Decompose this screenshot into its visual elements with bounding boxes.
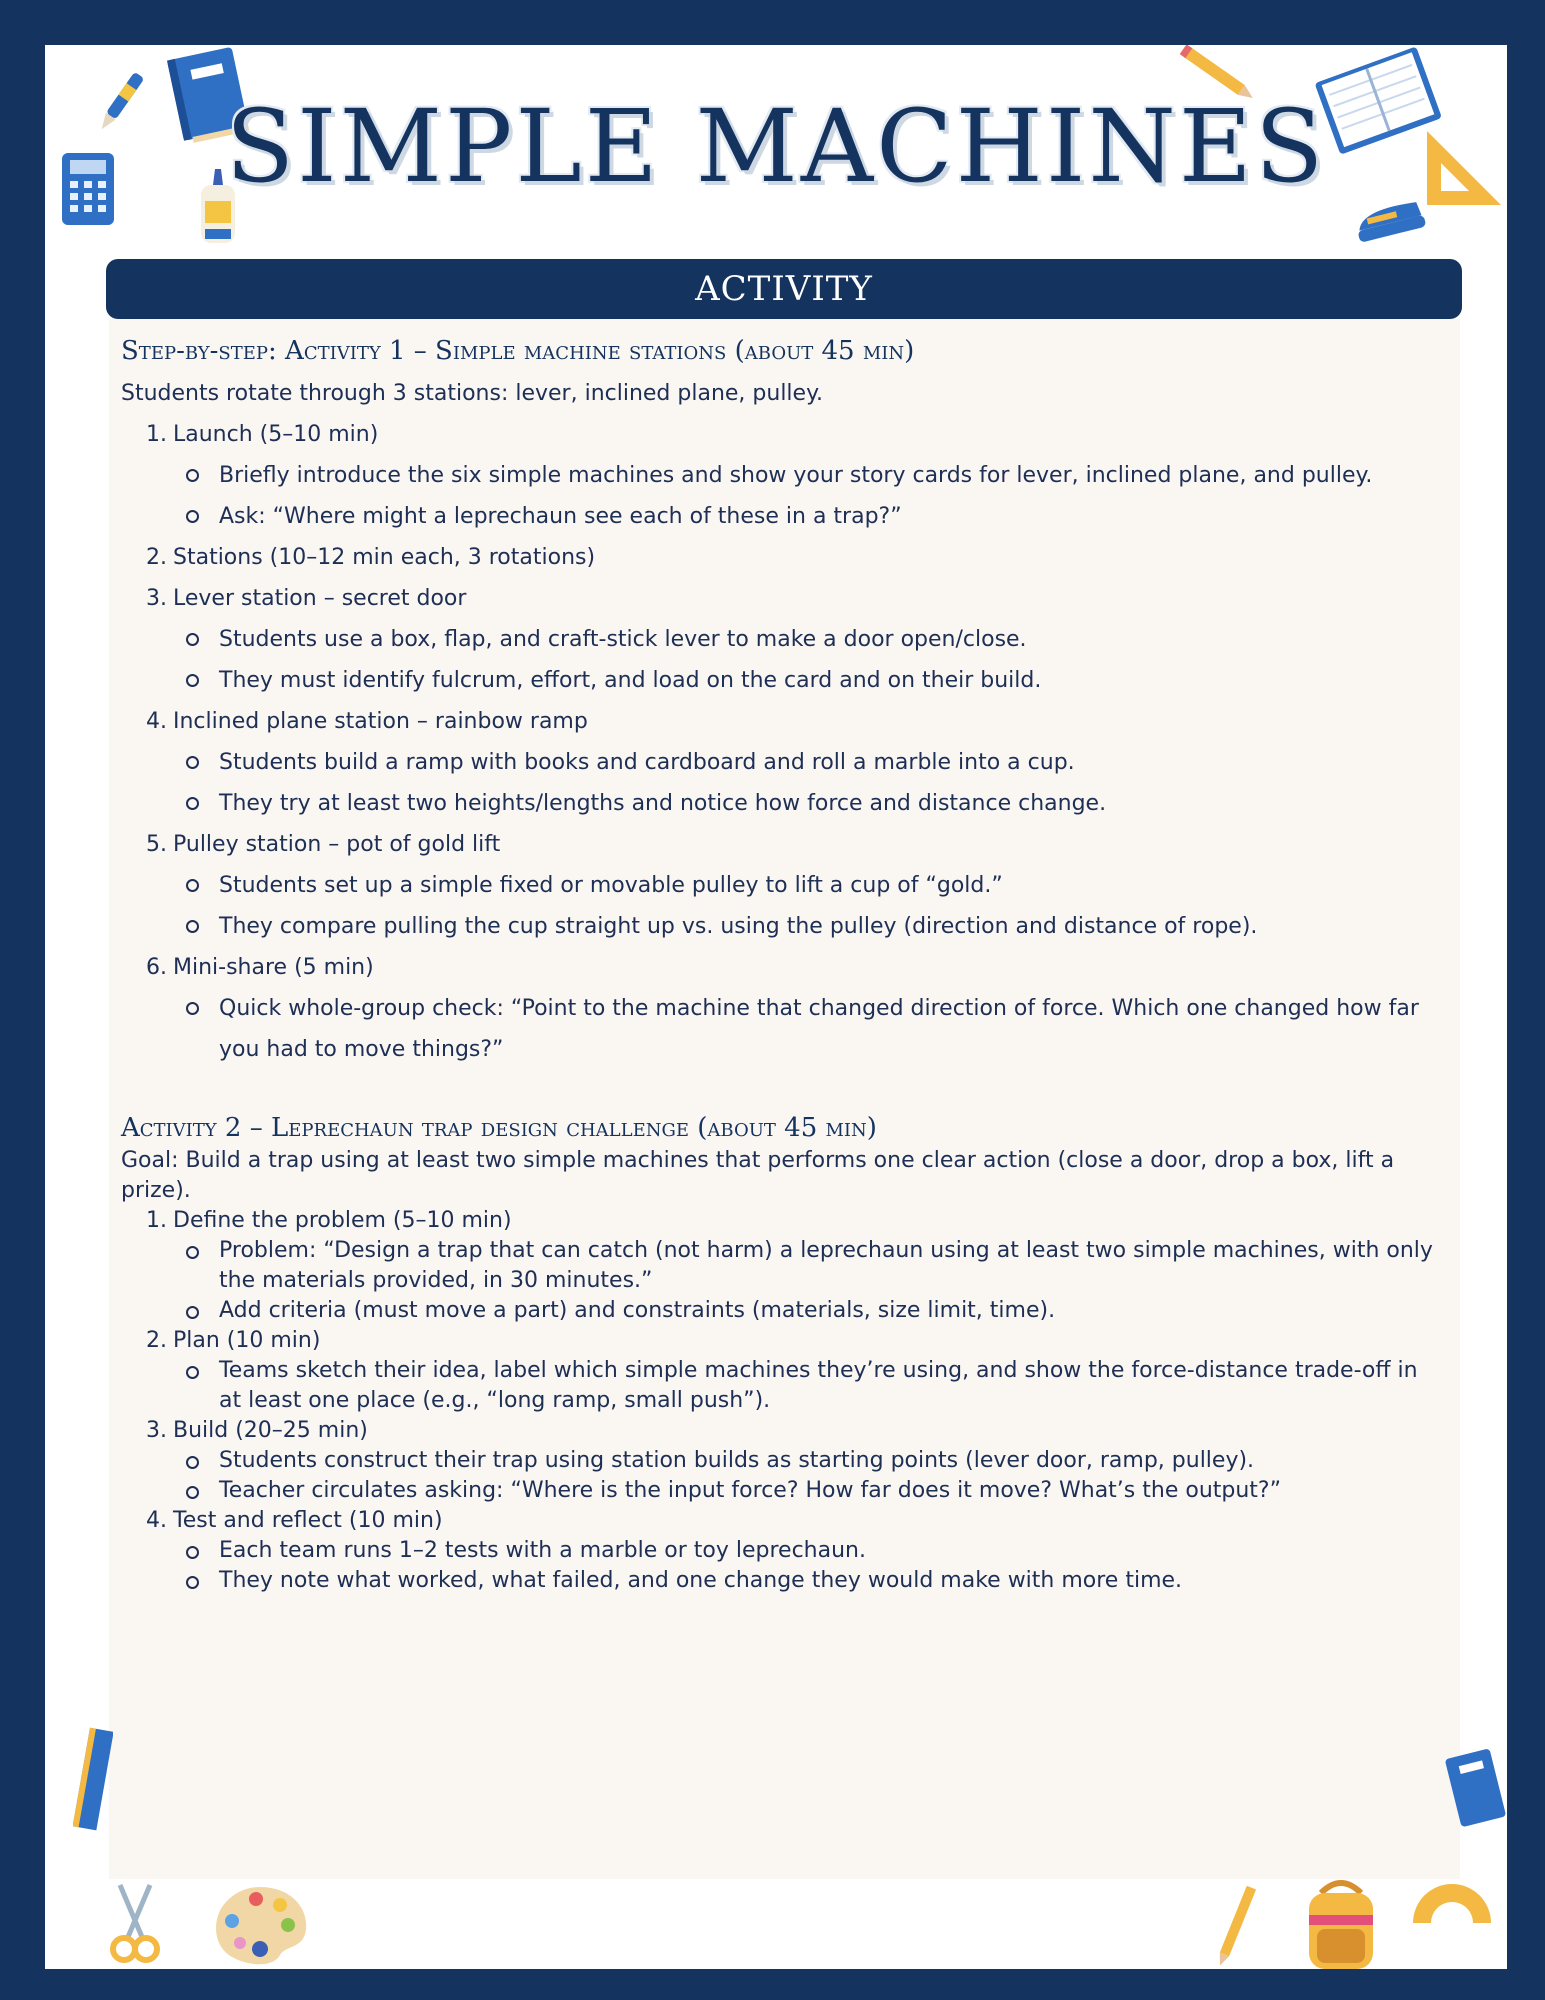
activity-1-section <box>121 329 1448 1070</box>
bullet-icon <box>186 1546 199 1559</box>
list-item <box>137 701 1448 742</box>
bullet-icon <box>186 1486 199 1499</box>
activity-2-section <box>121 1110 1448 1596</box>
list-number: 1. <box>146 1208 167 1233</box>
sub-item <box>179 1356 1448 1416</box>
sub-item <box>179 988 1448 1070</box>
book-icon <box>73 1725 113 1835</box>
worksheet-page <box>45 45 1507 1969</box>
list-number: 6. <box>146 955 167 980</box>
bullet-icon <box>186 1366 199 1379</box>
sub-item <box>179 1536 1448 1566</box>
activity-content <box>109 319 1460 1879</box>
bullet-icon <box>186 797 199 810</box>
bullet-icon <box>186 920 199 933</box>
sub-text: Students construct their trap using station builds as starting points (lever door, ramp, pulley). <box>219 1448 1255 1473</box>
backpack-icon <box>1291 1875 1391 1969</box>
list-number: 4. <box>146 709 167 734</box>
activity-2-intro: Goal: Build a trap using at least two simple machines that performs one clear action (close a door, drop a box, lift a prize). <box>121 1148 1395 1203</box>
sub-text: Add criteria (must move a part) and constraints (materials, size limit, time). <box>219 1298 1056 1323</box>
notebook-icon <box>1443 1745 1507 1835</box>
list-text: Build (20–25 min) <box>173 1418 368 1443</box>
sub-item <box>179 496 1448 537</box>
bullet-icon <box>186 633 199 646</box>
sub-text: Students build a ramp with books and cardboard and roll a marble into a cup. <box>219 750 1075 775</box>
list-item <box>137 1326 1448 1356</box>
list-item <box>137 824 1448 865</box>
sub-text: They try at least two heights/lengths and notice how force and distance change. <box>219 791 1107 816</box>
bullet-icon <box>186 1576 199 1589</box>
list-number: 2. <box>146 1328 167 1353</box>
list-text: Stations (10–12 min each, 3 rotations) <box>173 545 596 570</box>
sub-text: Problem: “Design a trap that can catch (not harm) a leprechaun using at least two simple machines, with only the materials provided, in 30 minutes.” <box>219 1238 1433 1293</box>
sub-text: They must identify fulcrum, effort, and load on the card and on their build. <box>219 668 1042 693</box>
sub-item <box>179 660 1448 701</box>
sub-item <box>179 619 1448 660</box>
sub-item <box>179 1476 1448 1506</box>
sub-item <box>179 455 1448 496</box>
list-number: 3. <box>146 1418 167 1443</box>
sub-text: Briefly introduce the six simple machines and show your story cards for lever, inclined plane, and pulley. <box>219 463 1373 488</box>
sub-text: Each team runs 1–2 tests with a marble or toy leprechaun. <box>219 1538 866 1563</box>
list-item <box>137 1416 1448 1446</box>
sub-text: They note what worked, what failed, and one change they would make with more time. <box>219 1568 1183 1593</box>
sub-item <box>179 865 1448 906</box>
sub-text: Students set up a simple fixed or movable pulley to lift a cup of “gold.” <box>219 873 1003 898</box>
bullet-icon <box>186 879 199 892</box>
list-number: 4. <box>146 1508 167 1533</box>
activity-banner: ACTIVITY <box>106 259 1462 319</box>
bullet-icon <box>186 510 199 523</box>
list-text: Inclined plane station – rainbow ramp <box>173 709 588 734</box>
bullet-icon <box>186 1246 199 1259</box>
list-item <box>137 578 1448 619</box>
scissors-icon <box>100 1881 170 1969</box>
list-item <box>137 537 1448 578</box>
page-title: SIMPLE MACHINES <box>225 88 1327 205</box>
list-number: 2. <box>146 545 167 570</box>
list-text: Test and reflect (10 min) <box>173 1508 443 1533</box>
list-number: 1. <box>146 422 167 447</box>
sub-item <box>179 1566 1448 1596</box>
sub-text: Ask: “Where might a leprechaun see each of these in a trap?” <box>219 504 902 529</box>
list-item <box>137 1206 1448 1236</box>
sub-text: Students use a box, flap, and craft-stick lever to make a door open/close. <box>219 627 1027 652</box>
sub-text: They compare pulling the cup straight up vs. using the pulley (direction and distance of rope). <box>219 914 1258 939</box>
list-item <box>137 414 1448 455</box>
list-text: Define the problem (5–10 min) <box>173 1208 512 1233</box>
activity-2-heading: Activity 2 – Leprechaun trap design challenge (about 45 min) <box>121 1113 877 1143</box>
paint-palette-icon <box>210 1883 310 1969</box>
sub-text: Quick whole-group check: “Point to the machine that changed direction of force. Which one changed how far you had to move things?” <box>219 996 1419 1062</box>
list-text: Pulley station – pot of gold lift <box>173 832 501 857</box>
bullet-icon <box>186 1002 199 1015</box>
sub-item <box>179 742 1448 783</box>
sub-item <box>179 1296 1448 1326</box>
sub-item <box>179 1446 1448 1476</box>
list-item <box>137 947 1448 988</box>
sub-item <box>179 783 1448 824</box>
bullet-icon <box>186 1306 199 1319</box>
list-number: 3. <box>146 586 167 611</box>
pencil-icon <box>1217 1881 1257 1969</box>
list-text: Plan (10 min) <box>173 1328 321 1353</box>
list-number: 5. <box>146 832 167 857</box>
bullet-icon <box>186 469 199 482</box>
bullet-icon <box>186 674 199 687</box>
bullet-icon <box>186 1456 199 1469</box>
list-text: Mini-share (5 min) <box>173 955 374 980</box>
bullet-icon <box>186 756 199 769</box>
sub-text: Teams sketch their idea, label which simple machines they’re using, and show the force-distance trade-off in at least one place (e.g., “long ramp, small push”). <box>219 1358 1418 1413</box>
sub-item <box>179 906 1448 947</box>
sub-text: Teacher circulates asking: “Where is the input force? How far does it move? What’s the output?” <box>219 1478 1281 1503</box>
sub-item <box>179 1236 1448 1296</box>
activity-1-intro: Students rotate through 3 stations: lever, inclined plane, pulley. <box>121 381 823 406</box>
list-text: Launch (5–10 min) <box>173 422 379 447</box>
protractor-icon <box>1409 1871 1495 1927</box>
list-text: Lever station – secret door <box>173 586 467 611</box>
list-item <box>137 1506 1448 1536</box>
activity-1-heading: Step-by-step: Activity 1 – Simple machine stations (about 45 min) <box>121 336 915 366</box>
